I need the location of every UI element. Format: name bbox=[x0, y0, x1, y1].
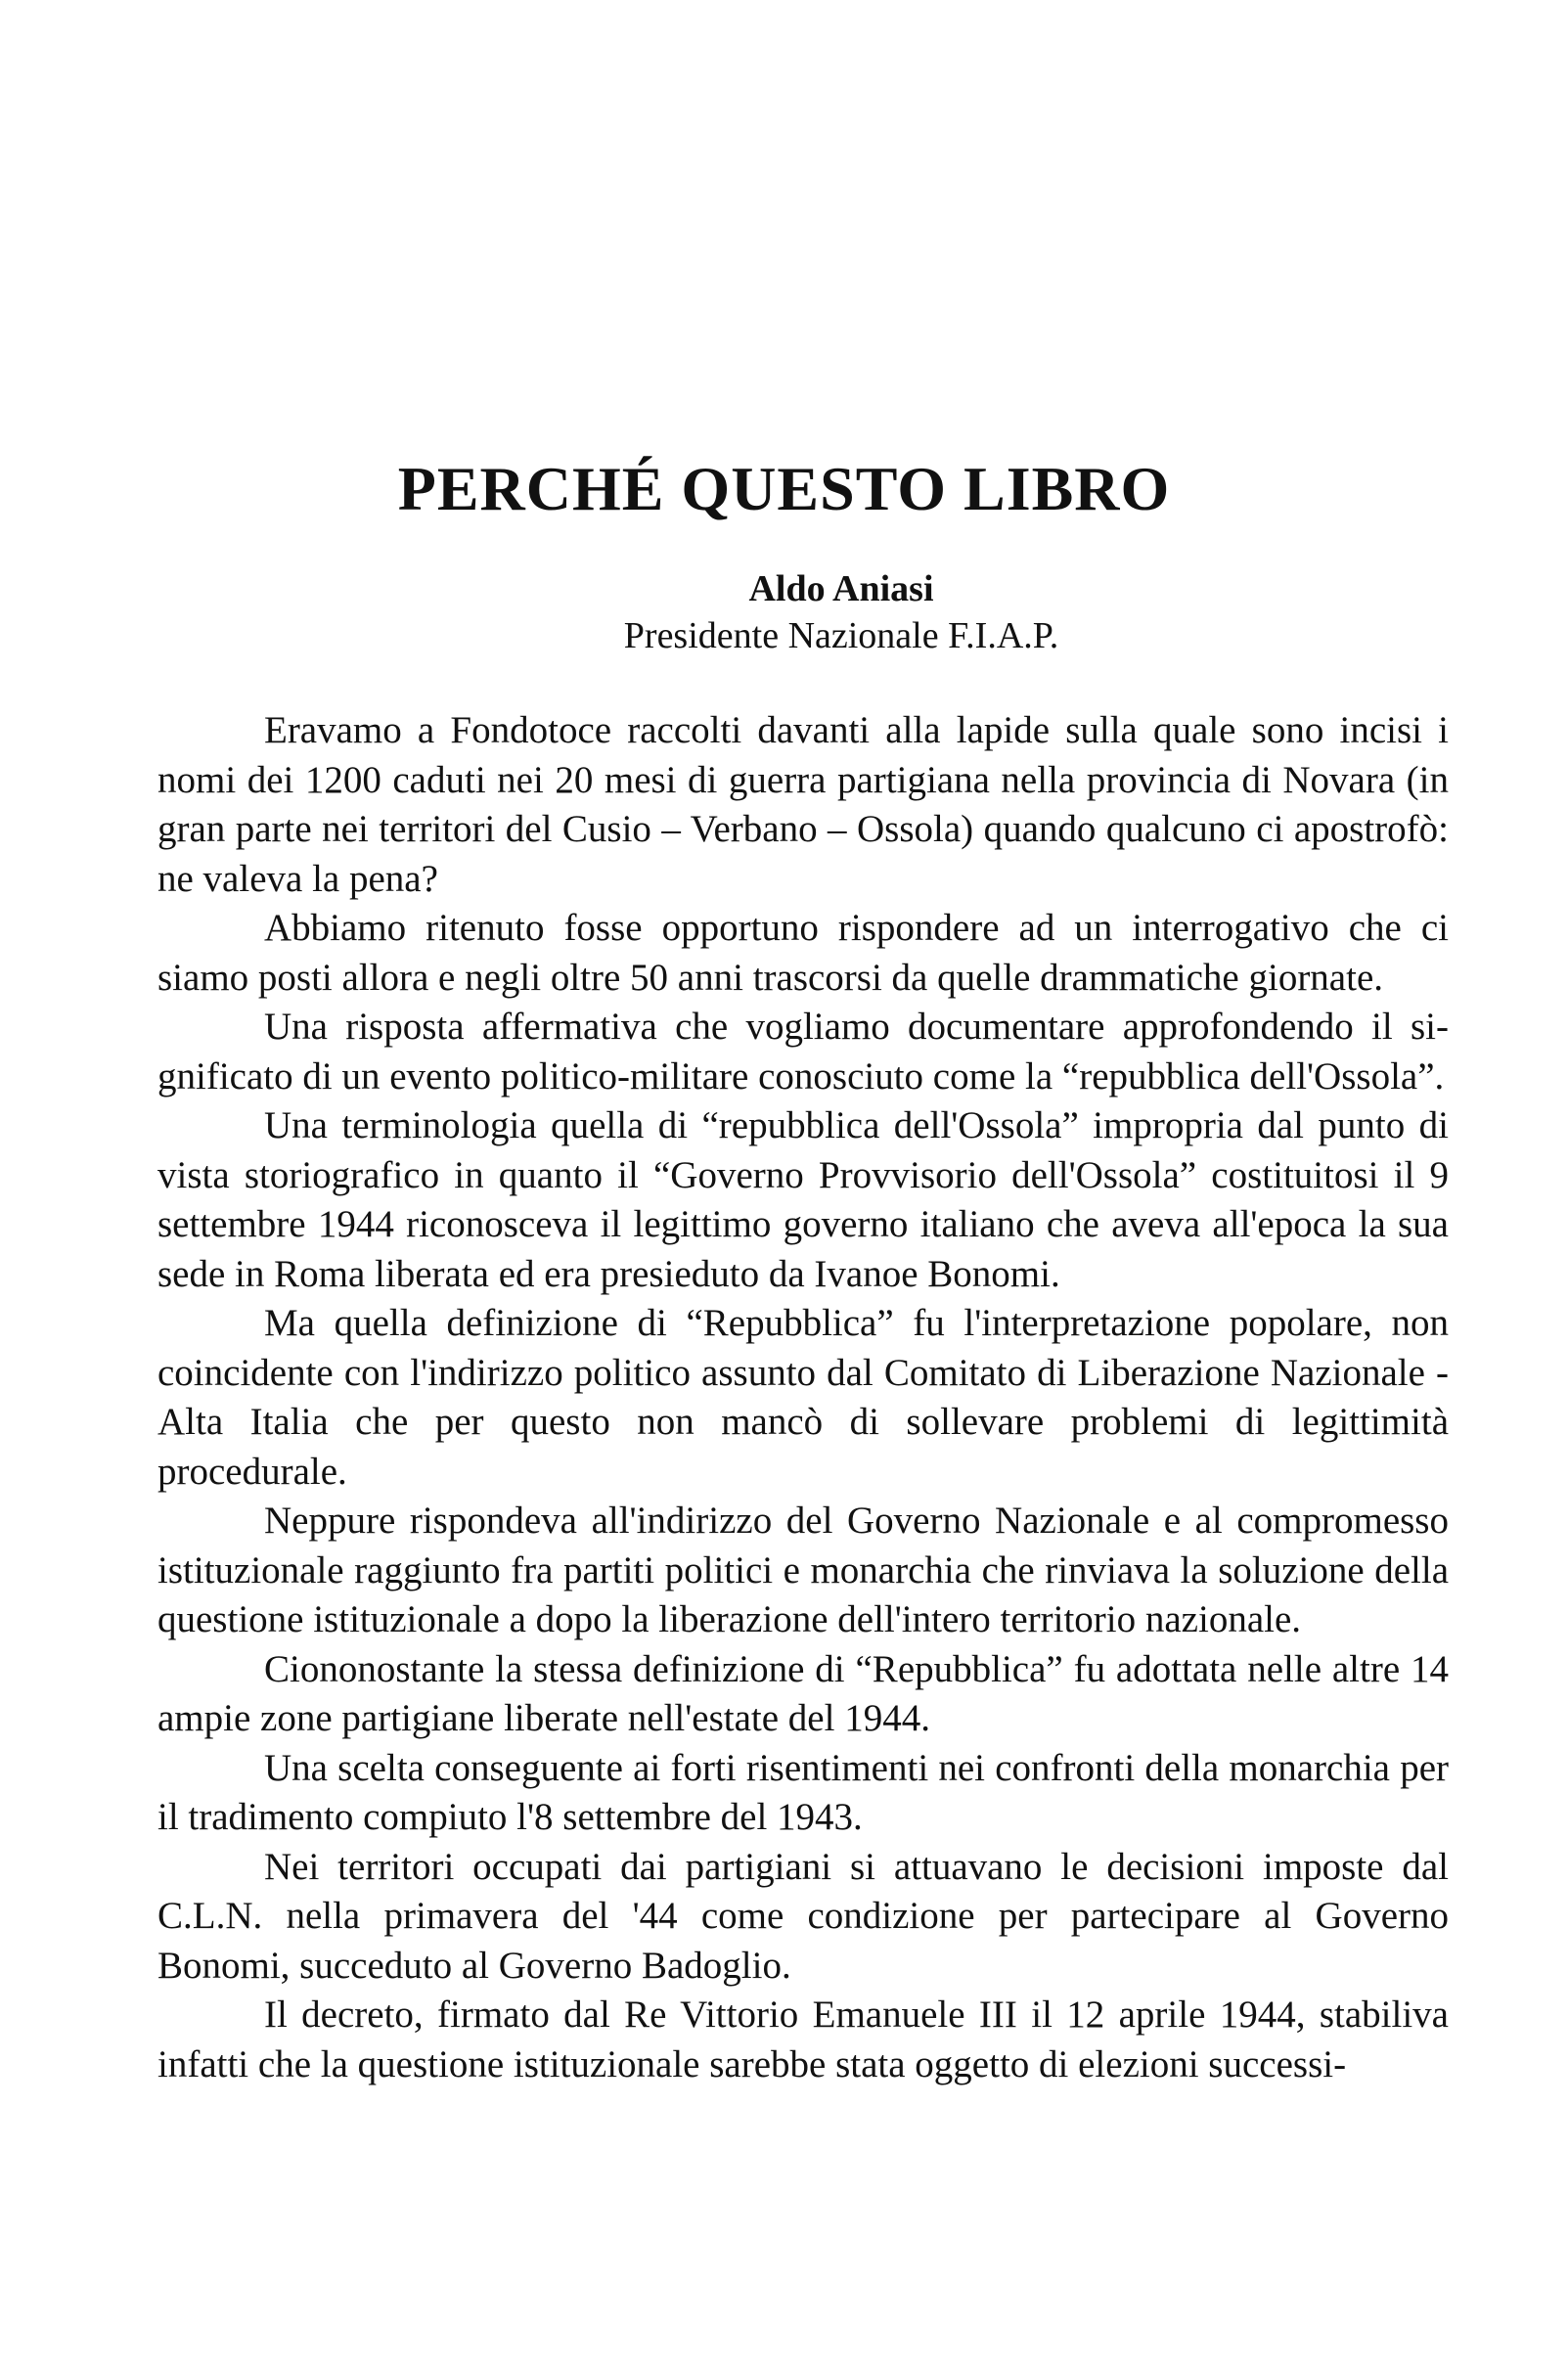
paragraph: Nei territori occupati dai partigiani si attuavano le decisioni imposte dal C.L.N. nella primavera del '44 come condizione per partecipare al Governo Bonomi, succeduto al Governo Badoglio. bbox=[157, 1845, 1449, 1987]
paragraph: Neppure rispondeva all'indirizzo del Governo Nazionale e al compromesso istituzionale raggiunto fra partiti politici e monarchia che rinviava la soluzione della questione istituzionale a dopo la liberazione dell'intero territorio nazionale. bbox=[157, 1500, 1449, 1640]
paragraph: Eravamo a Fondotoce raccolti davanti alla lapide sulla quale sono incisi i nomi dei 1200 caduti nei 20 mesi di guerra partigiana nella provincia di Novara (in gran parte nei territori del Cusio – Verbano – Ossola) quando qualcuno ci apostrofò: ne valeva la pena? bbox=[157, 709, 1449, 900]
author-role: Presidente Nazionale F.I.A.P. bbox=[623, 615, 1059, 656]
paragraph: Una risposta affermativa che vogliamo documentare approfondendo il significato di un evento politico-militare conosciuto come la “repubblica dell'Ossola”. bbox=[157, 1006, 1449, 1098]
paragraph: Una scelta conseguente ai forti risentimenti nei confronti della monarchia per il tradimento compiuto l'8 settembre del 1943. bbox=[157, 1746, 1449, 1838]
paragraph: Il decreto, firmato dal Re Vittorio Emanuele III il 12 aprile 1944, stabiliva infatti che la questione istituzionale sarebbe stata oggetto di elezioni successi- bbox=[157, 1994, 1449, 2085]
author-block bbox=[548, 565, 1135, 659]
paragraph: Ma quella definizione di “Repubblica” fu l'interpretazione popolare, non coincidente con l'indirizzo politico assunto dal Comitato di Liberazione Nazionale - Alta Italia che per questo non mancò di sollevare problemi di legittimità procedurale. bbox=[157, 1302, 1449, 1493]
body-text bbox=[157, 706, 1449, 2089]
paragraph: Ciononostante la stessa definizione di “Repubblica” fu adottata nelle altre 14 ampie zone partigiane liberate nell'estate del 1944. bbox=[157, 1647, 1449, 1739]
page-title: PERCHÉ QUESTO LIBRO bbox=[397, 454, 1171, 523]
paragraph: Una terminologia quella di “repubblica dell'Ossola” impropria dal punto di vista storiografico in quanto il “Governo Provvisorio dell'Ossola” costituitosi il 9 settembre 1944 riconosceva il legittimo governo italiano che aveva all'epoca la sua sede in Roma liberata ed era presieduto da Ivanoe Bonomi. bbox=[157, 1104, 1449, 1295]
paragraph: Abbiamo ritenuto fosse opportuno rispondere ad un interrogativo che ci siamo posti allora e negli oltre 50 anni trascorsi da quelle drammatiche giornate. bbox=[157, 907, 1449, 999]
author-name: Aldo Aniasi bbox=[748, 568, 934, 609]
